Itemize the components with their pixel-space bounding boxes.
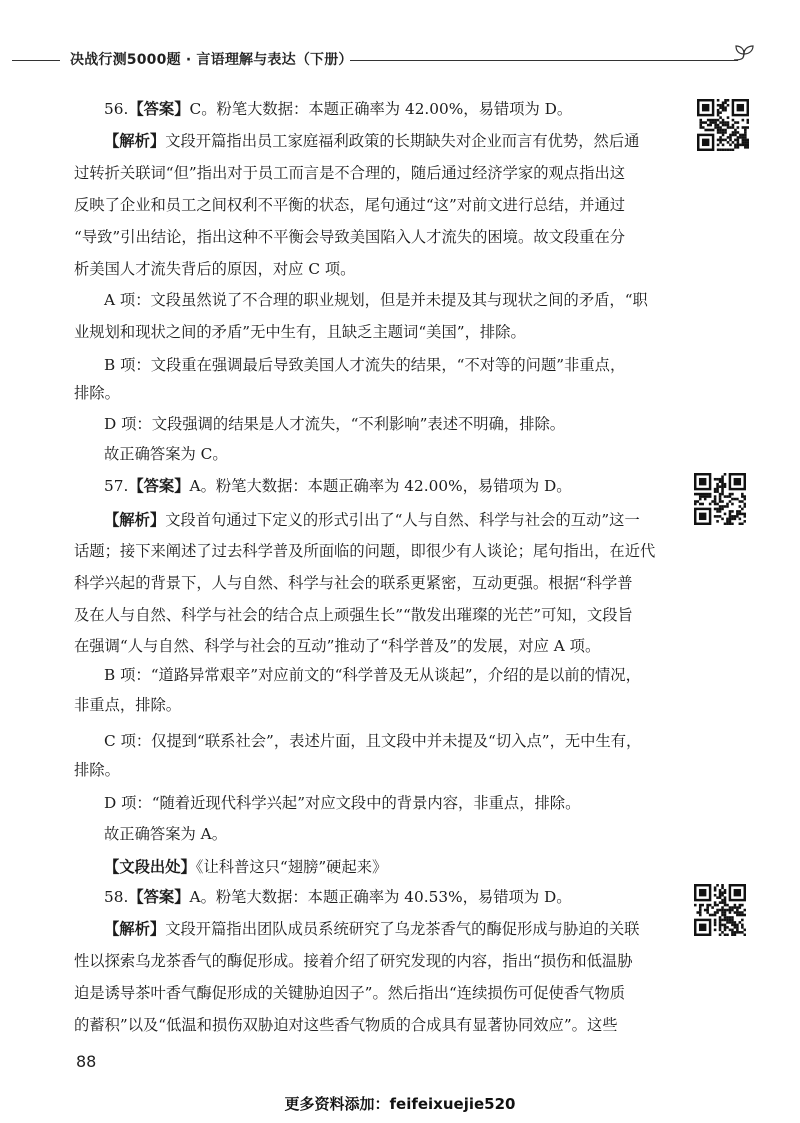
q58-answer: 58.【答案】A。粉笔大数据：本题正确率为 40.53%，易错项为 D。: [104, 888, 572, 906]
q58-analysis-line: 的蓄积”以及“低温和损伤双胁迫对这些香气物质的合成具有显著协同效应”。这些: [74, 1016, 618, 1034]
section-label: 【解析】: [104, 132, 166, 150]
q57-analysis-line: 在强调“人与自然、科学与社会的互动”推动了“科学普及”的发展，对应 A 项。: [74, 637, 601, 655]
q56-option-b: B 项：文段重在强调最后导致美国人才流失的结果，“不对等的问题”非重点，: [104, 356, 626, 374]
q57-analysis-line: 【解析】文段首句通过下定义的形式引出了“人与自然、科学与社会的互动”这一: [104, 511, 640, 529]
section-label: 【答案】: [128, 888, 190, 906]
q57-source: 【文段出处】《让科普这只“翅膀”硬起来》: [104, 858, 388, 876]
q56-option-b: 排除。: [74, 384, 120, 402]
q56-option-d: D 项：文段强调的结果是人才流失，“不利影响”表述不明确，排除。: [104, 415, 566, 433]
q56-conclusion: 故正确答案为 C。: [104, 445, 228, 463]
page-number: 88: [76, 1052, 97, 1071]
q58-analysis-line: 性以探索乌龙茶香气的酶促形成。接着介绍了研究发现的内容，指出“损伤和低温胁: [74, 952, 633, 970]
q56-analysis-line: 析美国人才流失背后的原因，对应 C 项。: [74, 260, 356, 278]
q57-option-b: 非重点，排除。: [74, 696, 182, 714]
qr-code-q57: [694, 473, 746, 525]
section-label: 【文段出处】: [104, 858, 196, 876]
q56-analysis-line: 【解析】文段开篇指出员工家庭福利政策的长期缺失对企业而言有优势，然后通: [104, 132, 640, 150]
q58-analysis-line: 【解析】文段开篇指出团队成员系统研究了乌龙茶香气的酶促形成与胁迫的关联: [104, 920, 640, 938]
q58-analysis-line: 迫是诱导茶叶香气酶促形成的关键胁迫因子”。然后指出“连续损伤可促使香气物质: [74, 984, 626, 1002]
running-header: [0, 44, 800, 74]
q56-analysis-line: 过转折关联词“但”指出对于员工而言是不合理的，随后通过经济学家的观点指出这: [74, 164, 626, 182]
q56-answer: 56.【答案】C。粉笔大数据：本题正确率为 42.00%，易错项为 D。: [104, 100, 573, 118]
header-rule-right: [350, 60, 738, 61]
header-rule-left: [12, 60, 60, 61]
q57-analysis-line: 科学兴起的背景下，人与自然、科学与社会的联系更紧密，互动更强。根据“科学普: [74, 574, 633, 592]
q57-option-b: B 项：“道路异常艰辛”对应前文的“科学普及无从谈起”，介绍的是以前的情况，: [104, 666, 641, 684]
q57-conclusion: 故正确答案为 A。: [104, 825, 227, 843]
section-label: 【解析】: [104, 920, 166, 938]
book-title: 决战行测5000题 · 言语理解与表达（下册）: [70, 52, 353, 68]
footer-note: 更多资料添加：feifeixuejie520: [284, 1095, 516, 1113]
q57-analysis-line: 话题；接下来阐述了过去科学普及所面临的问题，即很少有人谈论；尾句指出，在近代: [74, 542, 656, 560]
q56-analysis-line: “导致”引出结论，指出这种不平衡会导致美国陷入人才流失的困境。故文段重在分: [74, 228, 626, 246]
q56-option-a: 业规划和现状之间的矛盾”无中生有，且缺乏主题词“美国”，排除。: [74, 323, 526, 341]
q56-analysis-line: 反映了企业和员工之间权利不平衡的状态，尾句通过“这”对前文进行总结，并通过: [74, 196, 626, 214]
qr-code-q58: [694, 884, 746, 936]
section-label: 【解析】: [104, 511, 166, 529]
q57-option-c: C 项：仅提到“联系社会”，表述片面，且文段中并未提及“切入点”，无中生有，: [104, 732, 642, 750]
sprout-icon: [730, 44, 758, 70]
section-label: 【答案】: [128, 477, 190, 495]
q57-analysis-line: 及在人与自然、科学与社会的结合点上顽强生长”“散发出璀璨的光芒”可知，文段旨: [74, 606, 633, 624]
q57-option-c: 排除。: [74, 761, 120, 779]
q56-option-a: A 项：文段虽然说了不合理的职业规划，但是并未提及其与现状之间的矛盾，“职: [104, 291, 648, 309]
q57-answer: 57.【答案】A。粉笔大数据：本题正确率为 42.00%，易错项为 D。: [104, 477, 572, 495]
q57-option-d: D 项：“随着近现代科学兴起”对应文段中的背景内容，非重点，排除。: [104, 794, 581, 812]
section-label: 【答案】: [128, 100, 190, 118]
qr-code-q56: [697, 99, 749, 151]
